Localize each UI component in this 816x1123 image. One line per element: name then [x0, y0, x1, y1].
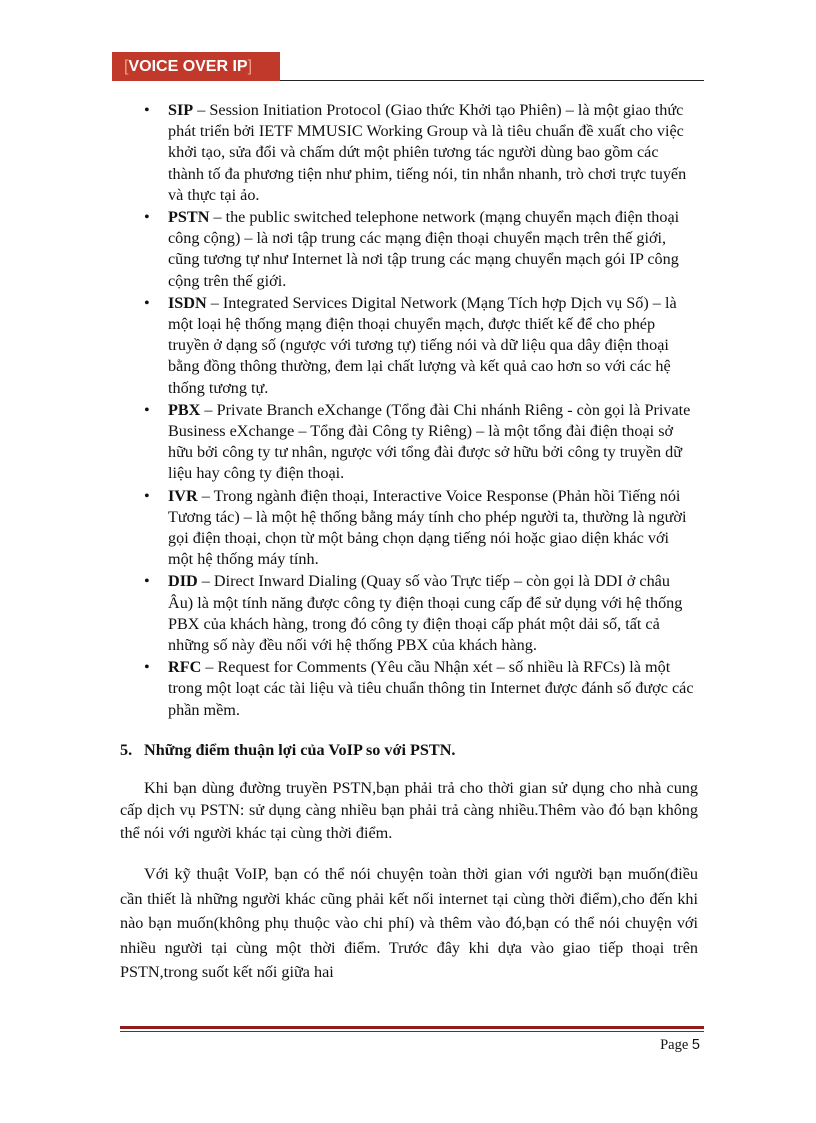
definition-item-pstn	[120, 207, 698, 292]
bullet-icon: •	[144, 208, 150, 227]
footer-rule-thin	[120, 1031, 704, 1032]
definition-term: DID	[168, 572, 198, 591]
header-title-tab	[112, 52, 280, 81]
bracket-close: ]	[247, 58, 253, 75]
body-paragraph-1: Khi bạn dùng đường truyền PSTN,bạn phải trả cho thời gian sử dụng cho nhà cung cấp dịch vụ PSTN: sử dụng càng nhiều bạn phải trả càng nhiều.Thêm vào đó bạn không thể nói với người khác tại cùng thời điểm.	[120, 778, 698, 842]
definition-list	[120, 100, 698, 721]
definition-term: ISDN	[168, 293, 207, 312]
bracket-open: [	[124, 58, 129, 75]
definition-item-pbx	[120, 400, 698, 485]
header-title: VOICE OVER IP	[128, 58, 248, 75]
definition-item-sip	[120, 100, 698, 206]
page-number-value: 5	[691, 1037, 700, 1053]
bullet-icon: •	[144, 101, 150, 119]
definition-term: SIP	[168, 101, 194, 119]
page-label: Page	[660, 1037, 689, 1053]
definition-text: – Direct Inward Dialing (Quay số vào Trực tiếp – còn gọi là DDI ở châu Âu) là một tính năng được công ty điện thoại cung cấp để sử dụng với hệ thống PBX của khách hàng, trong đó công ty điện thoại cấp phát một dải số, tất cả những số này đều nối với hệ thống PBX của khách hàng.	[168, 572, 683, 655]
section-heading	[120, 739, 698, 761]
body-paragraph-2: Với kỹ thuật VoIP, bạn có thể nói chuyện toàn thời gian với người bạn muốn(điều cần thiết là những người khác cũng phải kết nối internet tại cùng thời điểm),cho đến khi nào bạn muốn(không phụ thuộc vào chi phí) và thêm vào đó,bạn có thể nói chuyện với nhiều người tại cùng một thời điểm. Trước đây khi dựa vào giao tiếp thoại trên PSTN,trong suốt kết nối giữa hai	[120, 865, 698, 982]
definition-text: – Request for Comments (Yêu cầu Nhận xét – số nhiều là RFCs) là một trong một loạt các tài liệu và tiêu chuẩn thông tin Internet được đánh số được các phần mềm.	[168, 658, 694, 719]
bullet-icon: •	[144, 658, 150, 677]
definition-text: – Trong ngành điện thoại, Interactive Voice Response (Phản hồi Tiếng nói Tương tác) – là một hệ thống bằng máy tính cho phép người ta, thường là người gọi điện thoại, chọn từ một bảng chọn dạng tiếng nói hoặc giao diện khác với một hệ thống máy tính.	[168, 486, 687, 569]
page-content	[120, 100, 698, 985]
page-number	[660, 1037, 700, 1054]
definition-term: PSTN	[168, 208, 210, 227]
definition-term: RFC	[168, 658, 202, 677]
definition-item-isdn	[120, 293, 698, 399]
bullet-icon: •	[144, 400, 150, 419]
definition-text: – Private Branch eXchange (Tổng đài Chi nhánh Riêng - còn gọi là Private Business eXchange – Tổng đài Công ty Riêng) – là một tổng đài điện thoại sở hữu bởi công ty tư nhân, ngược với tổng đài được sở hữu bởi công ty truyền dữ liệu hay công ty điện thoại.	[168, 400, 691, 483]
bullet-icon: •	[144, 572, 150, 591]
bullet-icon: •	[144, 293, 150, 312]
section-title: Những điểm thuận lợi của VoIP so với PSTN.	[144, 740, 456, 759]
definition-item-did	[120, 571, 698, 656]
definition-text: – Session Initiation Protocol (Giao thức Khởi tạo Phiên) – là một giao thức phát triển bởi IETF MMUSIC Working Group và là tiêu chuẩn đề xuất cho việc khởi tạo, sửa đổi và chấm dứt một phiên tương tác người dùng bao gồm các thành tố đa phương tiện như phim, tiếng nói, tin nhắn nhanh, trò chơi trực tuyến và thực tại ảo.	[168, 101, 687, 204]
header-rule	[280, 80, 704, 81]
bullet-icon: •	[144, 486, 150, 505]
definition-term: IVR	[168, 486, 198, 505]
footer-rule	[120, 1026, 704, 1029]
definition-text: – Integrated Services Digital Network (Mạng Tích hợp Dịch vụ Số) – là một loại hệ thống mạng điện thoại chuyển mạch, được thiết kế để cho phép truyền ở dạng số (ngược với tương tự) tiếng nói và dữ liệu qua dây điện thoại bằng đồng thông thường, đem lại chất lượng và kết quả cao hơn so với các hệ thống tương tự.	[168, 293, 677, 397]
definition-text: – the public switched telephone network (mạng chuyển mạch điện thoại công cộng) – là nơi tập trung các mạng điện thoại chuyển mạch trên thế giới, cũng tương tự như Internet là nơi tập trung các mạng chuyển mạch gói IP công cộng trên thế giới.	[168, 208, 680, 290]
definition-item-rfc	[120, 657, 698, 721]
section-number: 5.	[120, 740, 133, 759]
definition-term: PBX	[168, 400, 201, 419]
definition-item-ivr	[120, 486, 698, 571]
